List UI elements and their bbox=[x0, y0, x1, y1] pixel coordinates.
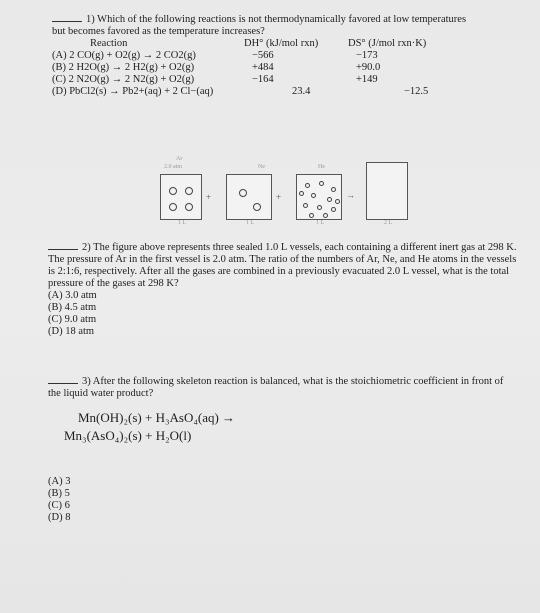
gas-particle bbox=[335, 199, 340, 204]
header-reaction: Reaction bbox=[90, 38, 128, 49]
vessel-label-ar: Ar bbox=[176, 156, 183, 162]
vessel-he bbox=[296, 174, 342, 220]
option: (C) 9.0 atm bbox=[48, 314, 97, 325]
q3-options bbox=[48, 476, 70, 524]
gas-particle bbox=[311, 193, 316, 198]
q1-row bbox=[52, 86, 532, 98]
vessel-label-ne: Ne bbox=[258, 164, 265, 170]
header-dh: DH° (kJ/mol rxn) bbox=[244, 38, 319, 49]
row-reaction: (A) 2 CO(g) + O2(g) → 2 CO2(g) bbox=[52, 50, 196, 61]
gas-particle bbox=[317, 205, 322, 210]
q1-table-header bbox=[52, 38, 532, 50]
vessel-label-he: He bbox=[318, 164, 325, 170]
row-dh: +484 bbox=[252, 62, 274, 73]
option: (C) 6 bbox=[48, 500, 70, 511]
equation-line-1: Mn(OH)₂(s) + H₃AsO₄(aq) → bbox=[78, 410, 236, 425]
volume-label: 2 L bbox=[384, 220, 393, 226]
question-1 bbox=[52, 14, 532, 98]
q2-options bbox=[48, 290, 518, 338]
gas-particle bbox=[239, 189, 247, 197]
plus-sign: + bbox=[276, 192, 282, 202]
q1-row bbox=[52, 50, 532, 62]
equation-line-2: Mn₃(AsO₄)₂(s) + H₂O(l) bbox=[64, 428, 192, 443]
row-ds: −12.5 bbox=[404, 86, 429, 97]
gas-particle bbox=[169, 187, 177, 195]
gas-particle bbox=[331, 187, 336, 192]
vessel-ne bbox=[226, 174, 272, 220]
option: (D) 8 bbox=[48, 512, 71, 523]
row-reaction: (B) 2 H2O(g) → 2 H2(g) + O2(g) bbox=[52, 62, 195, 73]
vessel-combined bbox=[366, 162, 408, 220]
gas-particle bbox=[185, 187, 193, 195]
question-2 bbox=[48, 242, 518, 338]
q2-stem: 2) The figure above represents three sealed 1.0 L vessels, each containing a different inert gas at 298 K. The pressure of Ar in the first vessel is 2.0 atm. The ratio of the numbers of Ar, Ne, and He atoms in the vessels is 2:1:6, respectively. After all the gases are combined in a previously evacuated 2.0 L vessel, what is the total pressure of the gases at 298 K? bbox=[48, 242, 517, 289]
row-ds: +149 bbox=[356, 74, 378, 85]
q1-row bbox=[52, 74, 532, 86]
option: (A) 3.0 atm bbox=[48, 290, 97, 301]
arrow-symbol: → bbox=[346, 190, 355, 200]
header-ds: DS° (J/mol rxn·K) bbox=[348, 38, 427, 49]
pressure-label: 2.0 atm bbox=[164, 164, 182, 170]
q3-stem: 3) After the following skeleton reaction is balanced, what is the stoichiometric coefficient in front of the liquid water product? bbox=[48, 376, 504, 399]
row-dh: 23.4 bbox=[292, 86, 311, 97]
answer-blank bbox=[48, 249, 78, 250]
row-reaction: (C) 2 N2O(g) → 2 N2(g) + O2(g) bbox=[52, 74, 195, 85]
q1-row bbox=[52, 62, 532, 74]
gas-particle bbox=[319, 181, 324, 186]
gas-particle bbox=[169, 203, 177, 211]
volume-label: 1 L bbox=[246, 220, 255, 226]
q1-stem-line2: but becomes favored as the temperature increases? bbox=[52, 26, 265, 37]
row-dh: −164 bbox=[252, 74, 274, 85]
gas-particle bbox=[327, 197, 332, 202]
vessels-figure bbox=[150, 150, 410, 230]
gas-particle bbox=[253, 203, 261, 211]
gas-particle bbox=[305, 183, 310, 188]
option: (B) 4.5 atm bbox=[48, 302, 97, 313]
gas-particle bbox=[309, 213, 314, 218]
gas-particle bbox=[185, 203, 193, 211]
volume-label: 1 L bbox=[316, 220, 325, 226]
row-reaction: (D) PbCl2(s) → Pb2+(aq) + 2 Cl−(aq) bbox=[52, 86, 214, 97]
option: (A) 3 bbox=[48, 476, 71, 487]
gas-particle bbox=[323, 213, 328, 218]
row-ds: −173 bbox=[356, 50, 378, 61]
question-3 bbox=[48, 376, 518, 443]
vessel-ar bbox=[160, 174, 202, 220]
row-ds: +90.0 bbox=[356, 62, 381, 73]
answer-blank bbox=[48, 383, 78, 384]
row-dh: −566 bbox=[252, 50, 274, 61]
option: (D) 18 atm bbox=[48, 326, 95, 337]
gas-particle bbox=[299, 191, 304, 196]
answer-blank bbox=[52, 21, 82, 22]
plus-sign: + bbox=[206, 192, 212, 202]
q1-stem-line1: 1) Which of the following reactions is not thermodynamically favored at low temperatures bbox=[52, 14, 532, 26]
volume-label: 1 L bbox=[178, 220, 187, 226]
gas-particle bbox=[331, 207, 336, 212]
gas-particle bbox=[303, 203, 308, 208]
option: (B) 5 bbox=[48, 488, 70, 499]
